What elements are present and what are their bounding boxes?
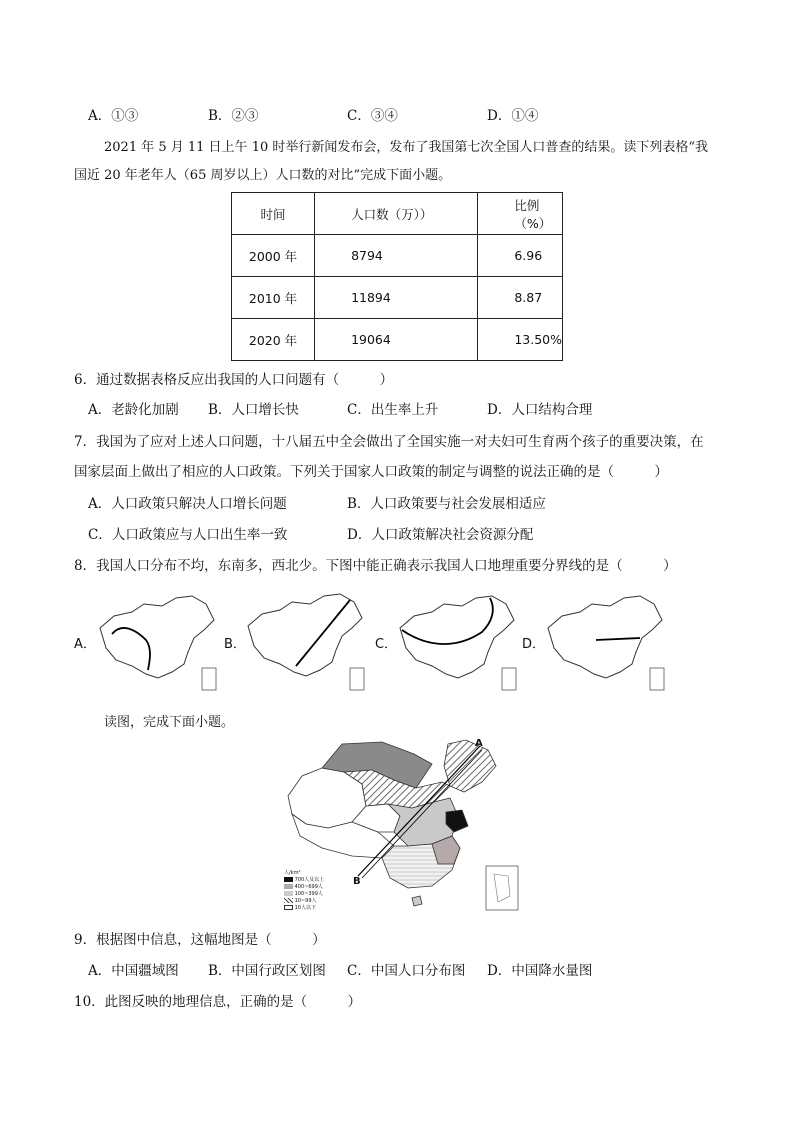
legend-swatch — [284, 891, 293, 896]
q7-option-b[interactable]: B．人口政策要与社会发展相适应 — [347, 496, 546, 512]
q7-option-d[interactable]: D．人口政策解决社会资源分配 — [347, 527, 534, 543]
q9-stem: 9．根据图中信息，这幅地图是（ ） — [74, 932, 326, 948]
q8-stem: 8．我国人口分布不均，东南多，西北少。下图中能正确表示我国人口地理重要分界线的是（ ） — [74, 558, 677, 574]
q5-option-d[interactable]: D．①④ — [487, 108, 539, 124]
read-map-instruction: 读图，完成下面小题。 — [104, 715, 235, 730]
q9-option-d[interactable]: D．中国降水量图 — [487, 963, 593, 979]
legend-swatch — [284, 877, 293, 882]
map-point-b: B — [353, 876, 361, 887]
header-time: 时间 — [232, 193, 315, 235]
cell-year: 2020 年 — [232, 319, 315, 361]
q10-stem: 10．此图反映的地理信息，正确的是（ ） — [74, 994, 362, 1010]
legend-item — [284, 891, 324, 898]
q5-option-c[interactable]: C．③④ — [347, 108, 398, 124]
table-row — [232, 277, 563, 319]
elderly-population-table — [231, 192, 563, 361]
legend-label: 10人以下 — [294, 905, 316, 911]
q6-option-b[interactable]: B．人口增长快 — [208, 402, 299, 418]
q8-option-a-label[interactable]: A． — [74, 637, 96, 652]
q8-option-c-label[interactable]: C． — [375, 637, 398, 652]
q6-option-c[interactable]: C．出生率上升 — [347, 402, 439, 418]
legend-label: 10~99人 — [294, 898, 317, 904]
q7-stem-line-2: 国家层面上做出了相应的人口政策。下列关于国家人口政策的制定与调整的说法正确的是（ ） — [74, 464, 668, 480]
cell-population: 8794 — [315, 235, 478, 277]
q6-stem: 6．通过数据表格反应出我国的人口问题有（ ） — [74, 372, 394, 388]
legend-swatch — [284, 884, 293, 889]
q7-option-c[interactable]: C．人口政策应与人口出生率一致 — [88, 527, 288, 543]
q8-map-c[interactable] — [392, 588, 522, 694]
q9-option-b[interactable]: B．中国行政区划图 — [208, 963, 326, 979]
q8-map-b[interactable] — [240, 586, 370, 694]
cell-population: 19064 — [315, 319, 478, 361]
cell-ratio: 6.96 — [478, 235, 563, 277]
q7-option-a[interactable]: A．人口政策只解决人口增长问题 — [88, 496, 287, 512]
q8-map-d[interactable] — [540, 588, 670, 694]
cell-ratio: 13.50% — [478, 319, 563, 361]
q9-option-c[interactable]: C．中国人口分布图 — [347, 963, 466, 979]
q8-option-d-label[interactable]: D． — [522, 637, 546, 652]
q9-option-a[interactable]: A．中国疆域图 — [88, 963, 179, 979]
legend-item — [284, 905, 324, 912]
table-row — [232, 235, 563, 277]
legend-label: 100~399人 — [294, 891, 323, 897]
cell-ratio: 8.87 — [478, 277, 563, 319]
legend-label: 700人及以上 — [294, 877, 325, 883]
intro-line-2: 国近 20 年老年人（65 周岁以上）人口数的对比”完成下面小题。 — [74, 168, 452, 183]
q7-stem-line-1: 7．我国为了应对上述人口问题，十八届五中全会做出了全国实施一对夫妇可生育两个孩子的重要决策，在 — [74, 434, 704, 450]
legend-label: 400~699人 — [294, 884, 323, 890]
legend-swatch — [284, 898, 293, 903]
legend-swatch — [284, 905, 293, 910]
cell-year: 2010 年 — [232, 277, 315, 319]
q5-option-b[interactable]: B．②③ — [208, 108, 259, 124]
legend-item — [284, 877, 324, 884]
q8-option-b-label[interactable]: B． — [224, 637, 246, 652]
header-ratio: 比例（%） — [478, 193, 563, 235]
table-row — [232, 319, 563, 361]
intro-line-1: 2021 年 5 月 11 日上午 10 时举行新闻发布会，发布了我国第七次全国人口普查的结果。读下列表格“我 — [104, 140, 709, 155]
q8-map-a[interactable] — [92, 590, 222, 694]
cell-population: 11894 — [315, 277, 478, 319]
map-point-a: A — [475, 738, 483, 749]
map-legend — [284, 870, 324, 912]
q5-option-a[interactable]: A．①③ — [88, 108, 139, 124]
table-header-row — [232, 193, 563, 235]
legend-item — [284, 898, 324, 905]
legend-title: 人/km² — [284, 870, 301, 876]
legend-item — [284, 884, 324, 891]
q6-option-d[interactable]: D．人口结构合理 — [487, 402, 593, 418]
header-population: 人口数（万）） — [315, 193, 478, 235]
q6-option-a[interactable]: A．老龄化加剧 — [88, 402, 179, 418]
cell-year: 2000 年 — [232, 235, 315, 277]
